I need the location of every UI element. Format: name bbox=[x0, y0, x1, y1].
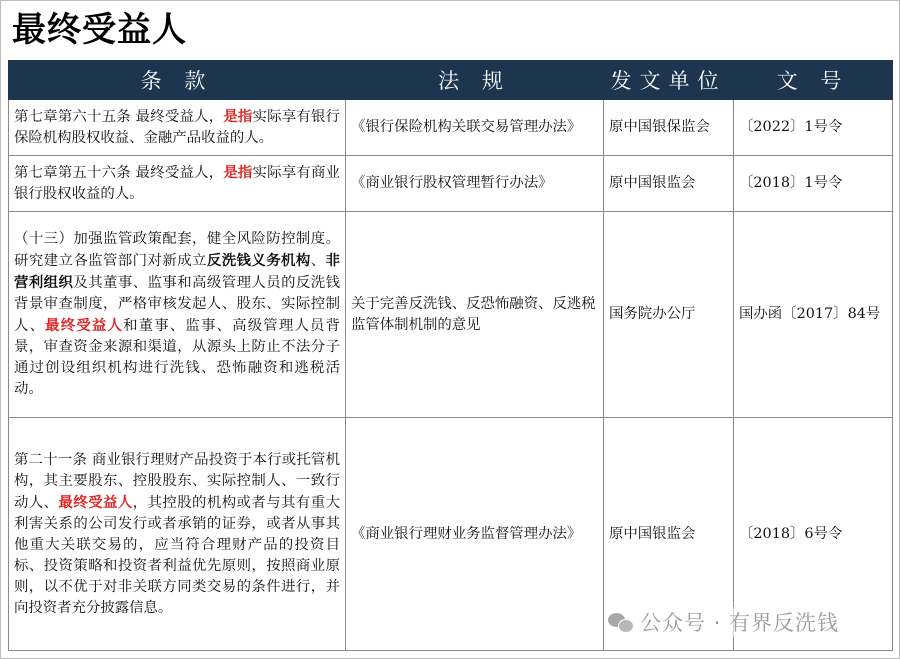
table-row bbox=[9, 156, 893, 212]
law-cell: 《商业银行理财业务监督管理办法》 bbox=[346, 418, 604, 651]
docno-cell: 国办函〔2017〕84号 bbox=[734, 212, 893, 418]
header-clause: 条 款 bbox=[9, 61, 346, 100]
page-title: 最终受益人 bbox=[12, 10, 187, 50]
table-row bbox=[9, 100, 893, 156]
clause-text: 及其董事、监事和高级管理人员的反洗钱背景审查制度，严格审核发起人、股东、实际控制人、 bbox=[14, 275, 340, 334]
law-cell: 关于完善反洗钱、反恐怖融资、反逃税监管体制机制的意见 bbox=[346, 212, 604, 418]
clause-text: 、 bbox=[310, 253, 326, 269]
bold-term: 非营利组织 bbox=[14, 252, 340, 291]
clause-text: （十三）加强监管政策配套，健全风险防控制度。研究建立各监管部门对新成立 bbox=[14, 231, 340, 269]
wechat-icon bbox=[608, 611, 634, 633]
docno-cell: 〔2018〕1号令 bbox=[734, 156, 893, 212]
header-docno: 文 号 bbox=[734, 61, 893, 100]
clause-text: ，其控股的机构或者与其有重大利害关系的公司发行或者承销的证券，或者从事其他重大关联交易的，应当符合理财产品的投资目标、投资策略和投资者利益优先原则，按照商业原则，以不优于对非关联方同类交易的条件进行，并向投资者充分披露信息。 bbox=[14, 494, 340, 616]
law-cell: 《银行保险机构关联交易管理办法》 bbox=[346, 100, 604, 156]
header-law: 法 规 bbox=[346, 61, 604, 100]
clause-text: 第七章第六十五条 最终受益人， bbox=[14, 109, 224, 125]
clause-text: 第二十一条 商业银行理财产品投资于本行或托管机构，其主要股东、控股股东、实际控制人、一致行动人、 bbox=[14, 451, 340, 511]
clause-text: 和董事、监事、高级管理人员背景，审查资金来源和渠道，从源头上防止不法分子通过创设组织机构进行洗钱、恐怖融资和逃税活动。 bbox=[14, 318, 340, 397]
docno-cell: 〔2018〕6号令 bbox=[734, 418, 893, 651]
clause-cell bbox=[9, 212, 346, 418]
clause-cell bbox=[9, 100, 346, 156]
header-issuer: 发文单位 bbox=[604, 61, 734, 100]
bold-term: 反洗钱义务机构 bbox=[206, 252, 311, 269]
watermark bbox=[608, 607, 839, 637]
watermark-text: 公众号 · 有界反洗钱 bbox=[640, 611, 840, 635]
regulation-table bbox=[8, 60, 893, 651]
highlight-term: 最终受益人 bbox=[45, 317, 124, 334]
clause-cell bbox=[9, 156, 346, 212]
clause-text: 实际享有商业银行股权收益的人。 bbox=[14, 165, 340, 202]
clause-text: 实际享有银行保险机构股权收益、金融产品收益的人。 bbox=[14, 109, 340, 146]
highlight-term: 是指 bbox=[223, 108, 253, 125]
table-row bbox=[9, 212, 893, 418]
docno-cell: 〔2022〕1号令 bbox=[734, 100, 893, 156]
issuer-cell: 原中国银保监会 bbox=[604, 100, 734, 156]
law-cell: 《商业银行股权管理暂行办法》 bbox=[346, 156, 604, 212]
clause-text: 第七章第五十六条 最终受益人， bbox=[14, 165, 224, 181]
table-header-row bbox=[9, 61, 893, 100]
issuer-cell: 国务院办公厅 bbox=[604, 212, 734, 418]
highlight-term: 最终受益人 bbox=[58, 493, 133, 511]
issuer-cell: 原中国银监会 bbox=[604, 418, 734, 651]
highlight-term: 是指 bbox=[223, 164, 253, 181]
issuer-cell: 原中国银监会 bbox=[604, 156, 734, 212]
clause-cell bbox=[9, 418, 346, 651]
